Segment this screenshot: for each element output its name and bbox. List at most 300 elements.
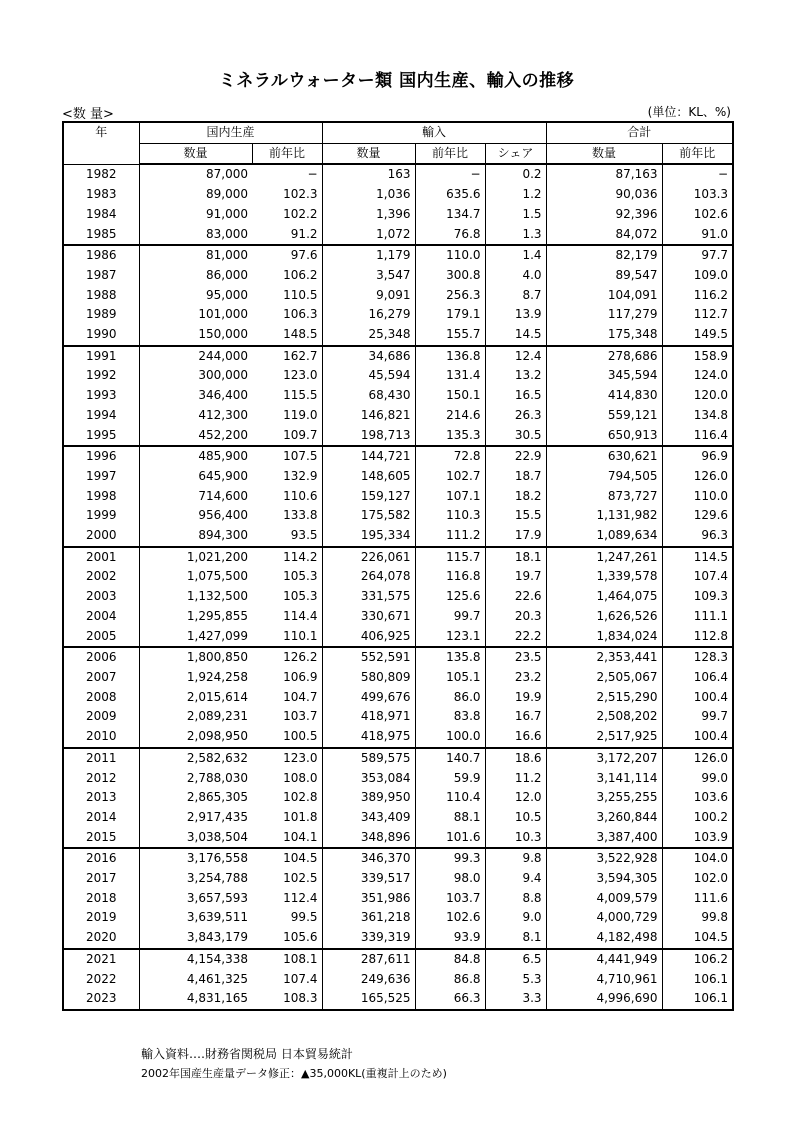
cell-total-quantity: 87,163 xyxy=(546,164,662,185)
cell-total-quantity: 82,179 xyxy=(546,245,662,266)
correction-note: 2002年国産生産量データ修正：▲35,000KL(重複計上のため) xyxy=(141,1067,447,1080)
cell-imports-share: 0.2 xyxy=(485,164,546,185)
cell-year: 2003 xyxy=(63,587,139,607)
cell-total-quantity: 2,505,067 xyxy=(546,668,662,688)
cell-imports-share: 18.7 xyxy=(485,467,546,487)
cell-total-quantity: 4,441,949 xyxy=(546,949,662,970)
cell-domestic-quantity: 4,831,165 xyxy=(186,991,248,1006)
table-row xyxy=(63,286,733,306)
cell-imports-yoy: 72.8 xyxy=(415,446,485,467)
table-row xyxy=(63,547,733,568)
cell-year: 2022 xyxy=(63,970,139,990)
cell-imports-share: 4.0 xyxy=(485,266,546,286)
cell-imports-yoy: 131.4 xyxy=(415,366,485,386)
cell-imports-yoy: 76.8 xyxy=(415,225,485,246)
cell-imports-yoy: 179.1 xyxy=(415,305,485,325)
cell-imports-share: 9.0 xyxy=(485,908,546,928)
cell-year: 2014 xyxy=(63,808,139,828)
cell-imports-quantity: 146,821 xyxy=(322,406,415,426)
cell-imports-quantity: 1,396 xyxy=(322,205,415,225)
table-row xyxy=(63,406,733,426)
cell-total-quantity: 2,508,202 xyxy=(546,707,662,727)
cell-domestic-yoy: 115.5 xyxy=(252,386,322,406)
cell-total-quantity: 92,396 xyxy=(546,205,662,225)
table-row xyxy=(63,668,733,688)
cell-domestic-yoy: 91.2 xyxy=(252,225,322,246)
cell-imports-yoy: 100.0 xyxy=(415,727,485,748)
cell-total-yoy: 109.3 xyxy=(693,589,729,604)
cell-total-quantity: 3,141,114 xyxy=(546,769,662,789)
cell-domestic-quantity: 1,800,850 xyxy=(139,647,252,668)
cell-imports-yoy: 102.6 xyxy=(415,908,485,928)
cell-domestic-yoy: 105.6 xyxy=(252,928,322,949)
table-row xyxy=(63,587,733,607)
cell-domestic-quantity: 452,200 xyxy=(198,427,248,442)
cell-year: 1996 xyxy=(63,446,139,467)
cell-imports-quantity: 1,179 xyxy=(322,245,415,266)
cell-total-yoy: 134.8 xyxy=(693,407,729,422)
header-domestic: 国内生産 xyxy=(139,122,322,143)
cell-year: 2012 xyxy=(63,769,139,789)
cell-total-quantity: 3,387,400 xyxy=(546,828,662,849)
cell-domestic-quantity: 645,900 xyxy=(198,468,248,483)
cell-imports-yoy: 300.8 xyxy=(415,266,485,286)
cell-total-quantity: 3,172,207 xyxy=(546,748,662,769)
cell-total-yoy: 114.5 xyxy=(662,547,733,568)
cell-total-quantity: 873,727 xyxy=(546,487,662,507)
cell-total-quantity: 1,089,634 xyxy=(546,526,662,547)
cell-imports-quantity: 1,072 xyxy=(322,225,415,246)
cell-total-yoy: 102.0 xyxy=(693,871,729,886)
cell-imports-yoy: − xyxy=(415,164,485,185)
cell-imports-share: 1.2 xyxy=(485,185,546,205)
cell-total-yoy: 96.9 xyxy=(662,446,733,467)
cell-year: 2000 xyxy=(63,526,139,547)
cell-year: 2023 xyxy=(63,989,139,1010)
unit-label-quantity: <数 量> xyxy=(62,107,114,122)
cell-total-quantity: 4,996,690 xyxy=(546,989,662,1010)
cell-imports-share: 5.3 xyxy=(485,970,546,990)
cell-total-yoy: 110.0 xyxy=(693,488,729,503)
cell-total-yoy: 104.0 xyxy=(662,848,733,869)
cell-imports-share: 10.3 xyxy=(485,828,546,849)
table-row xyxy=(63,164,733,185)
cell-imports-quantity: 159,127 xyxy=(322,487,415,507)
cell-total-yoy: 112.7 xyxy=(693,307,729,322)
cell-year: 2008 xyxy=(63,688,139,708)
cell-imports-quantity: 343,409 xyxy=(322,808,415,828)
cell-imports-quantity: 226,061 xyxy=(322,547,415,568)
cell-imports-quantity: 287,611 xyxy=(322,949,415,970)
cell-domestic-quantity: 91,000 xyxy=(206,206,248,221)
cell-imports-share: 19.9 xyxy=(485,688,546,708)
cell-imports-yoy: 59.9 xyxy=(415,769,485,789)
cell-total-quantity: 2,353,441 xyxy=(546,647,662,668)
cell-imports-quantity: 552,591 xyxy=(322,647,415,668)
cell-total-quantity: 1,464,075 xyxy=(546,587,662,607)
cell-total-yoy: 116.2 xyxy=(693,287,729,302)
cell-domestic-quantity: 1,427,099 xyxy=(186,628,248,643)
cell-imports-share: 19.7 xyxy=(485,567,546,587)
cell-imports-yoy: 115.7 xyxy=(415,547,485,568)
cell-imports-quantity: 195,334 xyxy=(322,526,415,547)
cell-total-yoy: 106.2 xyxy=(662,949,733,970)
cell-total-quantity: 1,339,578 xyxy=(546,567,662,587)
cell-domestic-quantity: 2,865,305 xyxy=(186,790,248,805)
cell-domestic-quantity: 3,254,788 xyxy=(186,871,248,886)
cell-total-yoy: 91.0 xyxy=(701,226,729,241)
cell-imports-share: 18.6 xyxy=(485,748,546,769)
cell-domestic-yoy: 133.8 xyxy=(252,506,322,526)
table-row xyxy=(63,567,733,587)
cell-imports-yoy: 83.8 xyxy=(415,707,485,727)
cell-imports-yoy: 86.8 xyxy=(415,970,485,990)
cell-year: 1989 xyxy=(63,305,139,325)
cell-domestic-yoy: 102.8 xyxy=(252,788,322,808)
cell-total-quantity: 794,505 xyxy=(546,467,662,487)
cell-domestic-yoy: 108.1 xyxy=(252,949,322,970)
source-note: 輸入資料‥‥財務省関税局 日本貿易統計 xyxy=(141,1047,353,1061)
table-row xyxy=(63,788,733,808)
cell-domestic-quantity: 244,000 xyxy=(139,346,252,367)
cell-total-yoy: 99.8 xyxy=(701,910,729,925)
cell-imports-yoy: 150.1 xyxy=(415,386,485,406)
header-imports-share: シェア xyxy=(485,143,546,164)
cell-total-quantity: 3,594,305 xyxy=(546,869,662,889)
cell-total-quantity: 1,131,982 xyxy=(546,506,662,526)
cell-total-yoy: − xyxy=(717,167,729,182)
cell-domestic-yoy: 97.6 xyxy=(252,245,322,266)
cell-domestic-yoy: 105.3 xyxy=(252,587,322,607)
header-imports-quantity: 数量 xyxy=(322,143,415,164)
cell-imports-quantity: 148,605 xyxy=(322,467,415,487)
cell-imports-quantity: 346,370 xyxy=(322,848,415,869)
table-row xyxy=(63,647,733,668)
cell-total-quantity: 4,009,579 xyxy=(546,889,662,909)
cell-imports-share: 16.6 xyxy=(485,727,546,748)
cell-total-quantity: 90,036 xyxy=(546,185,662,205)
cell-imports-yoy: 135.3 xyxy=(415,426,485,447)
cell-domestic-yoy: 114.2 xyxy=(252,547,322,568)
table-row xyxy=(63,506,733,526)
cell-imports-quantity: 165,525 xyxy=(322,989,415,1010)
cell-domestic-quantity: 2,015,614 xyxy=(186,689,248,704)
cell-domestic-quantity: 3,038,504 xyxy=(186,829,248,844)
table-row xyxy=(63,769,733,789)
cell-imports-quantity: 34,686 xyxy=(322,346,415,367)
cell-total-quantity: 650,913 xyxy=(546,426,662,447)
cell-domestic-quantity: 714,600 xyxy=(198,488,248,503)
table-row xyxy=(63,266,733,286)
cell-imports-yoy: 110.4 xyxy=(415,788,485,808)
cell-total-yoy: 112.8 xyxy=(693,628,729,643)
cell-imports-share: 14.5 xyxy=(485,325,546,346)
cell-imports-share: 18.2 xyxy=(485,487,546,507)
cell-total-yoy: 103.6 xyxy=(693,790,729,805)
cell-total-quantity: 175,348 xyxy=(546,325,662,346)
cell-imports-quantity: 25,348 xyxy=(322,325,415,346)
cell-total-yoy: 103.3 xyxy=(693,187,729,202)
cell-domestic-yoy: 112.4 xyxy=(252,889,322,909)
cell-domestic-yoy: 101.8 xyxy=(252,808,322,828)
cell-domestic-yoy: 106.3 xyxy=(252,305,322,325)
cell-imports-yoy: 123.1 xyxy=(415,627,485,648)
cell-imports-share: 12.4 xyxy=(485,346,546,367)
page-title: ミネラルウォーター類 国内生産、輸入の推移 xyxy=(218,71,575,91)
cell-domestic-yoy: − xyxy=(252,164,322,185)
table-row xyxy=(63,526,733,547)
cell-domestic-yoy: 110.5 xyxy=(252,286,322,306)
cell-imports-share: 22.9 xyxy=(485,446,546,467)
table-row xyxy=(63,325,733,346)
header-imports: 輸入 xyxy=(322,122,546,143)
cell-total-quantity: 4,710,961 xyxy=(546,970,662,990)
table-row xyxy=(63,748,733,769)
cell-year: 1993 xyxy=(63,386,139,406)
cell-domestic-quantity: 956,400 xyxy=(198,508,248,523)
table-row xyxy=(63,808,733,828)
cell-imports-quantity: 339,517 xyxy=(322,869,415,889)
cell-imports-share: 22.2 xyxy=(485,627,546,648)
cell-domestic-quantity: 89,000 xyxy=(206,187,248,202)
cell-imports-share: 30.5 xyxy=(485,426,546,447)
header-year: 年 xyxy=(63,122,139,164)
cell-total-yoy: 100.2 xyxy=(693,809,729,824)
cell-total-quantity: 3,260,844 xyxy=(546,808,662,828)
cell-imports-share: 8.8 xyxy=(485,889,546,909)
table-row xyxy=(63,245,733,266)
cell-domestic-yoy: 102.5 xyxy=(252,869,322,889)
cell-domestic-quantity: 87,000 xyxy=(206,167,248,182)
cell-year: 2019 xyxy=(63,908,139,928)
cell-imports-yoy: 110.0 xyxy=(415,245,485,266)
cell-total-yoy: 99.0 xyxy=(701,770,729,785)
header-domestic-quantity: 数量 xyxy=(139,143,252,164)
cell-domestic-yoy: 114.4 xyxy=(252,607,322,627)
table-row xyxy=(63,949,733,970)
cell-imports-quantity: 1,036 xyxy=(322,185,415,205)
cell-imports-quantity: 339,319 xyxy=(322,928,415,949)
cell-year: 1992 xyxy=(63,366,139,386)
cell-year: 2001 xyxy=(63,547,139,568)
cell-imports-yoy: 84.8 xyxy=(415,949,485,970)
cell-year: 1983 xyxy=(63,185,139,205)
table-row xyxy=(63,848,733,869)
table-row xyxy=(63,727,733,748)
cell-imports-quantity: 348,896 xyxy=(322,828,415,849)
cell-imports-share: 3.3 xyxy=(485,989,546,1010)
cell-domestic-quantity: 3,639,511 xyxy=(186,910,248,925)
cell-imports-quantity: 353,084 xyxy=(322,769,415,789)
cell-imports-share: 12.0 xyxy=(485,788,546,808)
cell-imports-quantity: 163 xyxy=(322,164,415,185)
cell-year: 2020 xyxy=(63,928,139,949)
cell-imports-quantity: 198,713 xyxy=(322,426,415,447)
cell-total-quantity: 630,621 xyxy=(546,446,662,467)
cell-domestic-quantity: 2,917,435 xyxy=(186,809,248,824)
cell-imports-share: 17.9 xyxy=(485,526,546,547)
table-body xyxy=(63,164,733,1010)
cell-domestic-yoy: 104.7 xyxy=(252,688,322,708)
cell-imports-yoy: 110.3 xyxy=(415,506,485,526)
cell-total-quantity: 1,247,261 xyxy=(546,547,662,568)
table-row xyxy=(63,627,733,648)
table-row xyxy=(63,989,733,1010)
cell-imports-yoy: 136.8 xyxy=(415,346,485,367)
cell-imports-share: 22.6 xyxy=(485,587,546,607)
cell-imports-quantity: 418,975 xyxy=(322,727,415,748)
table-row xyxy=(63,366,733,386)
cell-imports-yoy: 99.7 xyxy=(415,607,485,627)
cell-domestic-yoy: 132.9 xyxy=(252,467,322,487)
cell-year: 1997 xyxy=(63,467,139,487)
cell-imports-quantity: 499,676 xyxy=(322,688,415,708)
cell-domestic-yoy: 109.7 xyxy=(252,426,322,447)
table-row xyxy=(63,928,733,949)
cell-imports-yoy: 86.0 xyxy=(415,688,485,708)
cell-imports-quantity: 144,721 xyxy=(322,446,415,467)
cell-imports-share: 8.1 xyxy=(485,928,546,949)
cell-year: 1984 xyxy=(63,205,139,225)
cell-domestic-quantity: 3,843,179 xyxy=(186,930,248,945)
cell-imports-yoy: 93.9 xyxy=(415,928,485,949)
cell-domestic-quantity: 2,788,030 xyxy=(186,770,248,785)
cell-total-quantity: 117,279 xyxy=(546,305,662,325)
cell-year: 1988 xyxy=(63,286,139,306)
cell-year: 2009 xyxy=(63,707,139,727)
cell-imports-quantity: 9,091 xyxy=(322,286,415,306)
cell-total-yoy: 120.0 xyxy=(693,388,729,403)
cell-domestic-quantity: 300,000 xyxy=(198,368,248,383)
cell-domestic-quantity: 1,132,500 xyxy=(186,589,248,604)
cell-imports-yoy: 101.6 xyxy=(415,828,485,849)
cell-domestic-yoy: 107.5 xyxy=(252,446,322,467)
table-row xyxy=(63,225,733,246)
cell-total-yoy: 149.5 xyxy=(693,327,729,342)
cell-imports-share: 26.3 xyxy=(485,406,546,426)
cell-total-yoy: 109.0 xyxy=(693,267,729,282)
cell-year: 1986 xyxy=(63,245,139,266)
cell-domestic-quantity: 412,300 xyxy=(198,407,248,422)
cell-total-quantity: 4,182,498 xyxy=(546,928,662,949)
cell-imports-yoy: 99.3 xyxy=(415,848,485,869)
cell-imports-quantity: 16,279 xyxy=(322,305,415,325)
cell-domestic-yoy: 104.5 xyxy=(252,848,322,869)
cell-domestic-yoy: 102.2 xyxy=(252,205,322,225)
cell-total-quantity: 2,515,290 xyxy=(546,688,662,708)
cell-total-yoy: 100.4 xyxy=(693,729,729,744)
cell-imports-yoy: 98.0 xyxy=(415,869,485,889)
cell-imports-quantity: 406,925 xyxy=(322,627,415,648)
cell-year: 2004 xyxy=(63,607,139,627)
table-row xyxy=(63,970,733,990)
cell-year: 2002 xyxy=(63,567,139,587)
cell-domestic-yoy: 123.0 xyxy=(252,366,322,386)
cell-imports-share: 16.7 xyxy=(485,707,546,727)
cell-domestic-yoy: 162.7 xyxy=(252,346,322,367)
cell-domestic-quantity: 83,000 xyxy=(206,226,248,241)
table-row xyxy=(63,386,733,406)
cell-imports-share: 1.3 xyxy=(485,225,546,246)
cell-domestic-quantity: 3,176,558 xyxy=(139,848,252,869)
cell-year: 2021 xyxy=(63,949,139,970)
cell-imports-yoy: 111.2 xyxy=(415,526,485,547)
cell-total-yoy: 104.5 xyxy=(693,930,729,945)
cell-total-yoy: 128.3 xyxy=(662,647,733,668)
cell-imports-yoy: 155.7 xyxy=(415,325,485,346)
cell-total-yoy: 99.7 xyxy=(701,709,729,724)
cell-domestic-quantity: 1,021,200 xyxy=(139,547,252,568)
cell-total-quantity: 84,072 xyxy=(546,225,662,246)
cell-domestic-quantity: 894,300 xyxy=(198,528,248,543)
cell-imports-quantity: 361,218 xyxy=(322,908,415,928)
cell-total-yoy: 126.0 xyxy=(662,748,733,769)
cell-total-yoy: 106.1 xyxy=(693,991,729,1006)
cell-imports-share: 18.1 xyxy=(485,547,546,568)
cell-domestic-quantity: 1,924,258 xyxy=(186,669,248,684)
cell-imports-quantity: 580,809 xyxy=(322,668,415,688)
cell-total-yoy: 100.4 xyxy=(693,689,729,704)
cell-domestic-quantity: 95,000 xyxy=(206,287,248,302)
cell-imports-quantity: 68,430 xyxy=(322,386,415,406)
cell-imports-quantity: 3,547 xyxy=(322,266,415,286)
cell-domestic-yoy: 100.5 xyxy=(252,727,322,748)
cell-total-yoy: 106.1 xyxy=(693,971,729,986)
cell-imports-yoy: 140.7 xyxy=(415,748,485,769)
cell-imports-share: 15.5 xyxy=(485,506,546,526)
cell-imports-quantity: 351,986 xyxy=(322,889,415,909)
cell-imports-quantity: 330,671 xyxy=(322,607,415,627)
cell-year: 2018 xyxy=(63,889,139,909)
cell-total-quantity: 345,594 xyxy=(546,366,662,386)
table-row xyxy=(63,688,733,708)
cell-total-yoy: 106.4 xyxy=(693,669,729,684)
cell-year: 1982 xyxy=(63,164,139,185)
header-total-quantity: 数量 xyxy=(546,143,662,164)
cell-domestic-yoy: 93.5 xyxy=(252,526,322,547)
cell-imports-yoy: 66.3 xyxy=(415,989,485,1010)
cell-imports-quantity: 418,971 xyxy=(322,707,415,727)
cell-total-quantity: 1,626,526 xyxy=(546,607,662,627)
cell-domestic-yoy: 119.0 xyxy=(252,406,322,426)
cell-total-yoy: 116.4 xyxy=(693,427,729,442)
header-total-yoy: 前年比 xyxy=(662,143,733,164)
cell-total-quantity: 4,000,729 xyxy=(546,908,662,928)
cell-domestic-yoy: 123.0 xyxy=(252,748,322,769)
cell-domestic-quantity: 101,000 xyxy=(198,307,248,322)
cell-imports-share: 23.2 xyxy=(485,668,546,688)
table-row xyxy=(63,467,733,487)
cell-year: 2016 xyxy=(63,848,139,869)
cell-domestic-yoy: 108.0 xyxy=(252,769,322,789)
cell-domestic-yoy: 104.1 xyxy=(252,828,322,849)
cell-year: 1987 xyxy=(63,266,139,286)
cell-domestic-quantity: 150,000 xyxy=(198,327,248,342)
cell-imports-yoy: 88.1 xyxy=(415,808,485,828)
table-row xyxy=(63,305,733,325)
cell-imports-yoy: 135.8 xyxy=(415,647,485,668)
cell-imports-share: 13.9 xyxy=(485,305,546,325)
cell-imports-yoy: 107.1 xyxy=(415,487,485,507)
cell-imports-share: 6.5 xyxy=(485,949,546,970)
cell-domestic-yoy: 102.3 xyxy=(252,185,322,205)
cell-imports-share: 20.3 xyxy=(485,607,546,627)
cell-domestic-yoy: 110.1 xyxy=(252,627,322,648)
table-row xyxy=(63,889,733,909)
cell-total-yoy: 124.0 xyxy=(693,368,729,383)
cell-domestic-yoy: 105.3 xyxy=(252,567,322,587)
cell-year: 1999 xyxy=(63,506,139,526)
